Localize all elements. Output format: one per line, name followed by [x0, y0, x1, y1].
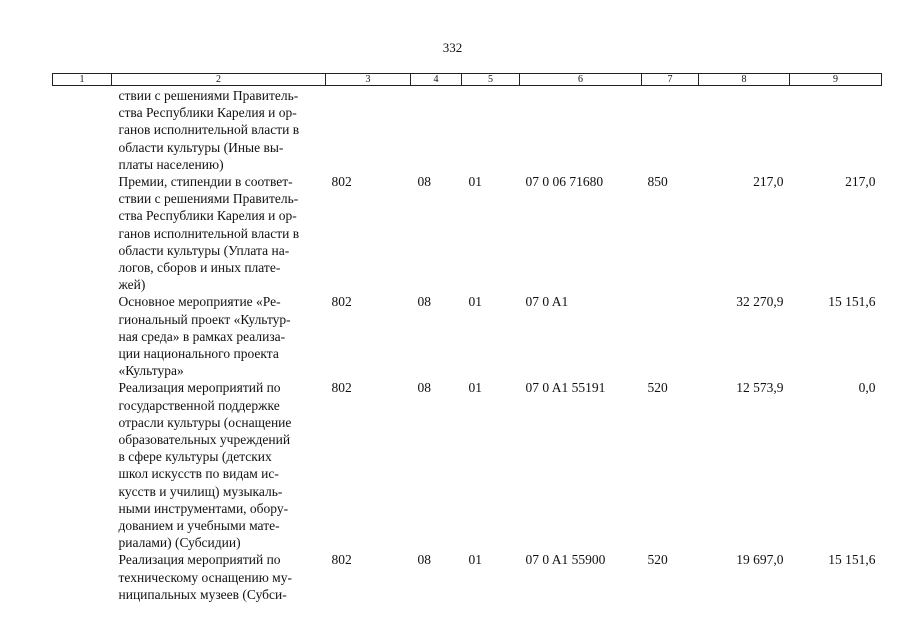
- header-cell: 1: [53, 74, 112, 86]
- code-cell: [326, 86, 411, 174]
- budget-table: [52, 73, 882, 603]
- amount-cell: [699, 86, 790, 174]
- row-number-cell: [53, 379, 112, 551]
- amount-cell: 217,0: [753, 174, 784, 190]
- type-code-cell: 520: [647, 380, 668, 396]
- name-line: Основное мероприятие «Ре-: [118, 294, 281, 310]
- name-line: ная среда» в рамках реализа-: [118, 328, 286, 344]
- name-line: ства Республики Карелия и ор-: [118, 105, 297, 121]
- amount-cell: 0,0: [858, 380, 876, 396]
- name-cell: [112, 86, 326, 174]
- subsection-cell: [462, 86, 520, 174]
- code-cell: 802: [331, 174, 352, 190]
- table-body: [53, 86, 882, 604]
- amount-cell: 15 151,6: [828, 294, 876, 310]
- header-cell: 2: [112, 74, 326, 86]
- name-line: «Культура»: [118, 363, 184, 379]
- header-cell: 6: [520, 74, 642, 86]
- section-cell: [411, 86, 462, 174]
- code-cell: 802: [331, 552, 352, 568]
- table-row: [53, 293, 882, 379]
- amount-cell: 217,0: [845, 174, 876, 190]
- table-row: [53, 86, 882, 174]
- type-code-cell: 850: [647, 174, 668, 190]
- amount-cell: 12 573,9: [736, 380, 784, 396]
- name-cell: [112, 379, 326, 551]
- type-code-cell: [642, 293, 699, 379]
- amount-cell: 32 270,9: [736, 294, 784, 310]
- name-line: образовательных учреждений: [118, 432, 291, 448]
- amount-cell: 19 697,0: [736, 552, 784, 568]
- header-cell: 3: [326, 74, 411, 86]
- target-code-cell: 07 0 A1 55191: [525, 380, 606, 396]
- name-line: государственной поддержке: [118, 397, 280, 413]
- name-line: Премии, стипендии в соответ-: [118, 174, 293, 190]
- name-line: ства Республики Карелия и ор-: [118, 208, 297, 224]
- name-line: жей): [118, 277, 146, 293]
- header-cell: 9: [790, 74, 882, 86]
- name-line: риалами) (Субсидии): [118, 535, 241, 551]
- header-cell: 7: [642, 74, 699, 86]
- name-cell: [112, 173, 326, 293]
- name-line: дованием и учебными мате-: [118, 518, 280, 534]
- row-number-cell: [53, 173, 112, 293]
- target-code-cell: 07 0 06 71680: [525, 174, 604, 190]
- subsection-cell: 01: [468, 294, 482, 310]
- name-line: ными инструментами, обору-: [118, 500, 289, 516]
- name-cell: [112, 293, 326, 379]
- header-cell: 8: [699, 74, 790, 86]
- amount-cell: [790, 86, 882, 174]
- page-number: 332: [442, 40, 463, 55]
- name-line: кусств и училищ) музыкаль-: [118, 483, 283, 499]
- name-line: школ искусств по видам ис-: [118, 466, 279, 482]
- header-cell: 4: [411, 74, 462, 86]
- row-number-cell: [53, 551, 112, 603]
- type-code-cell: [642, 86, 699, 174]
- name-line: логов, сборов и иных плате-: [118, 260, 281, 276]
- name-line: ганов исполнительной власти в: [118, 225, 300, 241]
- target-code-cell: 07 0 A1 55900: [525, 552, 606, 568]
- section-cell: 08: [417, 552, 431, 568]
- section-cell: 08: [417, 294, 431, 310]
- name-line: платы населению): [118, 156, 224, 172]
- name-line: техническому оснащению му-: [118, 569, 292, 585]
- name-cell: [112, 551, 326, 603]
- section-cell: 08: [417, 174, 431, 190]
- target-code-cell: [520, 86, 642, 174]
- subsection-cell: 01: [468, 174, 482, 190]
- name-line: ганов исполнительной власти в: [118, 122, 300, 138]
- name-line: ствии с решениями Правитель-: [118, 191, 299, 207]
- name-line: ствии с решениями Правитель-: [118, 88, 299, 103]
- table-row: [53, 173, 882, 293]
- name-line: области культуры (Уплата на-: [118, 242, 290, 258]
- name-line: гиональный проект «Культур-: [118, 311, 291, 327]
- subsection-cell: 01: [468, 380, 482, 396]
- header-cell: 5: [462, 74, 520, 86]
- name-line: отрасли культуры (оснащение: [118, 414, 292, 430]
- code-cell: 802: [331, 294, 352, 310]
- name-line: ции национального проекта: [118, 346, 279, 362]
- table-row: [53, 379, 882, 551]
- target-code-cell: 07 0 A1: [525, 294, 569, 310]
- name-line: области культуры (Иные вы-: [118, 139, 284, 155]
- name-line: в сфере культуры (детских: [118, 449, 272, 465]
- section-cell: 08: [417, 380, 431, 396]
- name-line: ниципальных музеев (Субси-: [118, 586, 287, 602]
- row-number-cell: [53, 86, 112, 174]
- code-cell: 802: [331, 380, 352, 396]
- subsection-cell: 01: [468, 552, 482, 568]
- type-code-cell: 520: [647, 552, 668, 568]
- amount-cell: 15 151,6: [828, 552, 876, 568]
- header-row: [53, 74, 882, 86]
- table-row: [53, 551, 882, 603]
- name-line: Реализация мероприятий по: [118, 552, 281, 568]
- name-line: Реализация мероприятий по: [118, 380, 281, 396]
- row-number-cell: [53, 293, 112, 379]
